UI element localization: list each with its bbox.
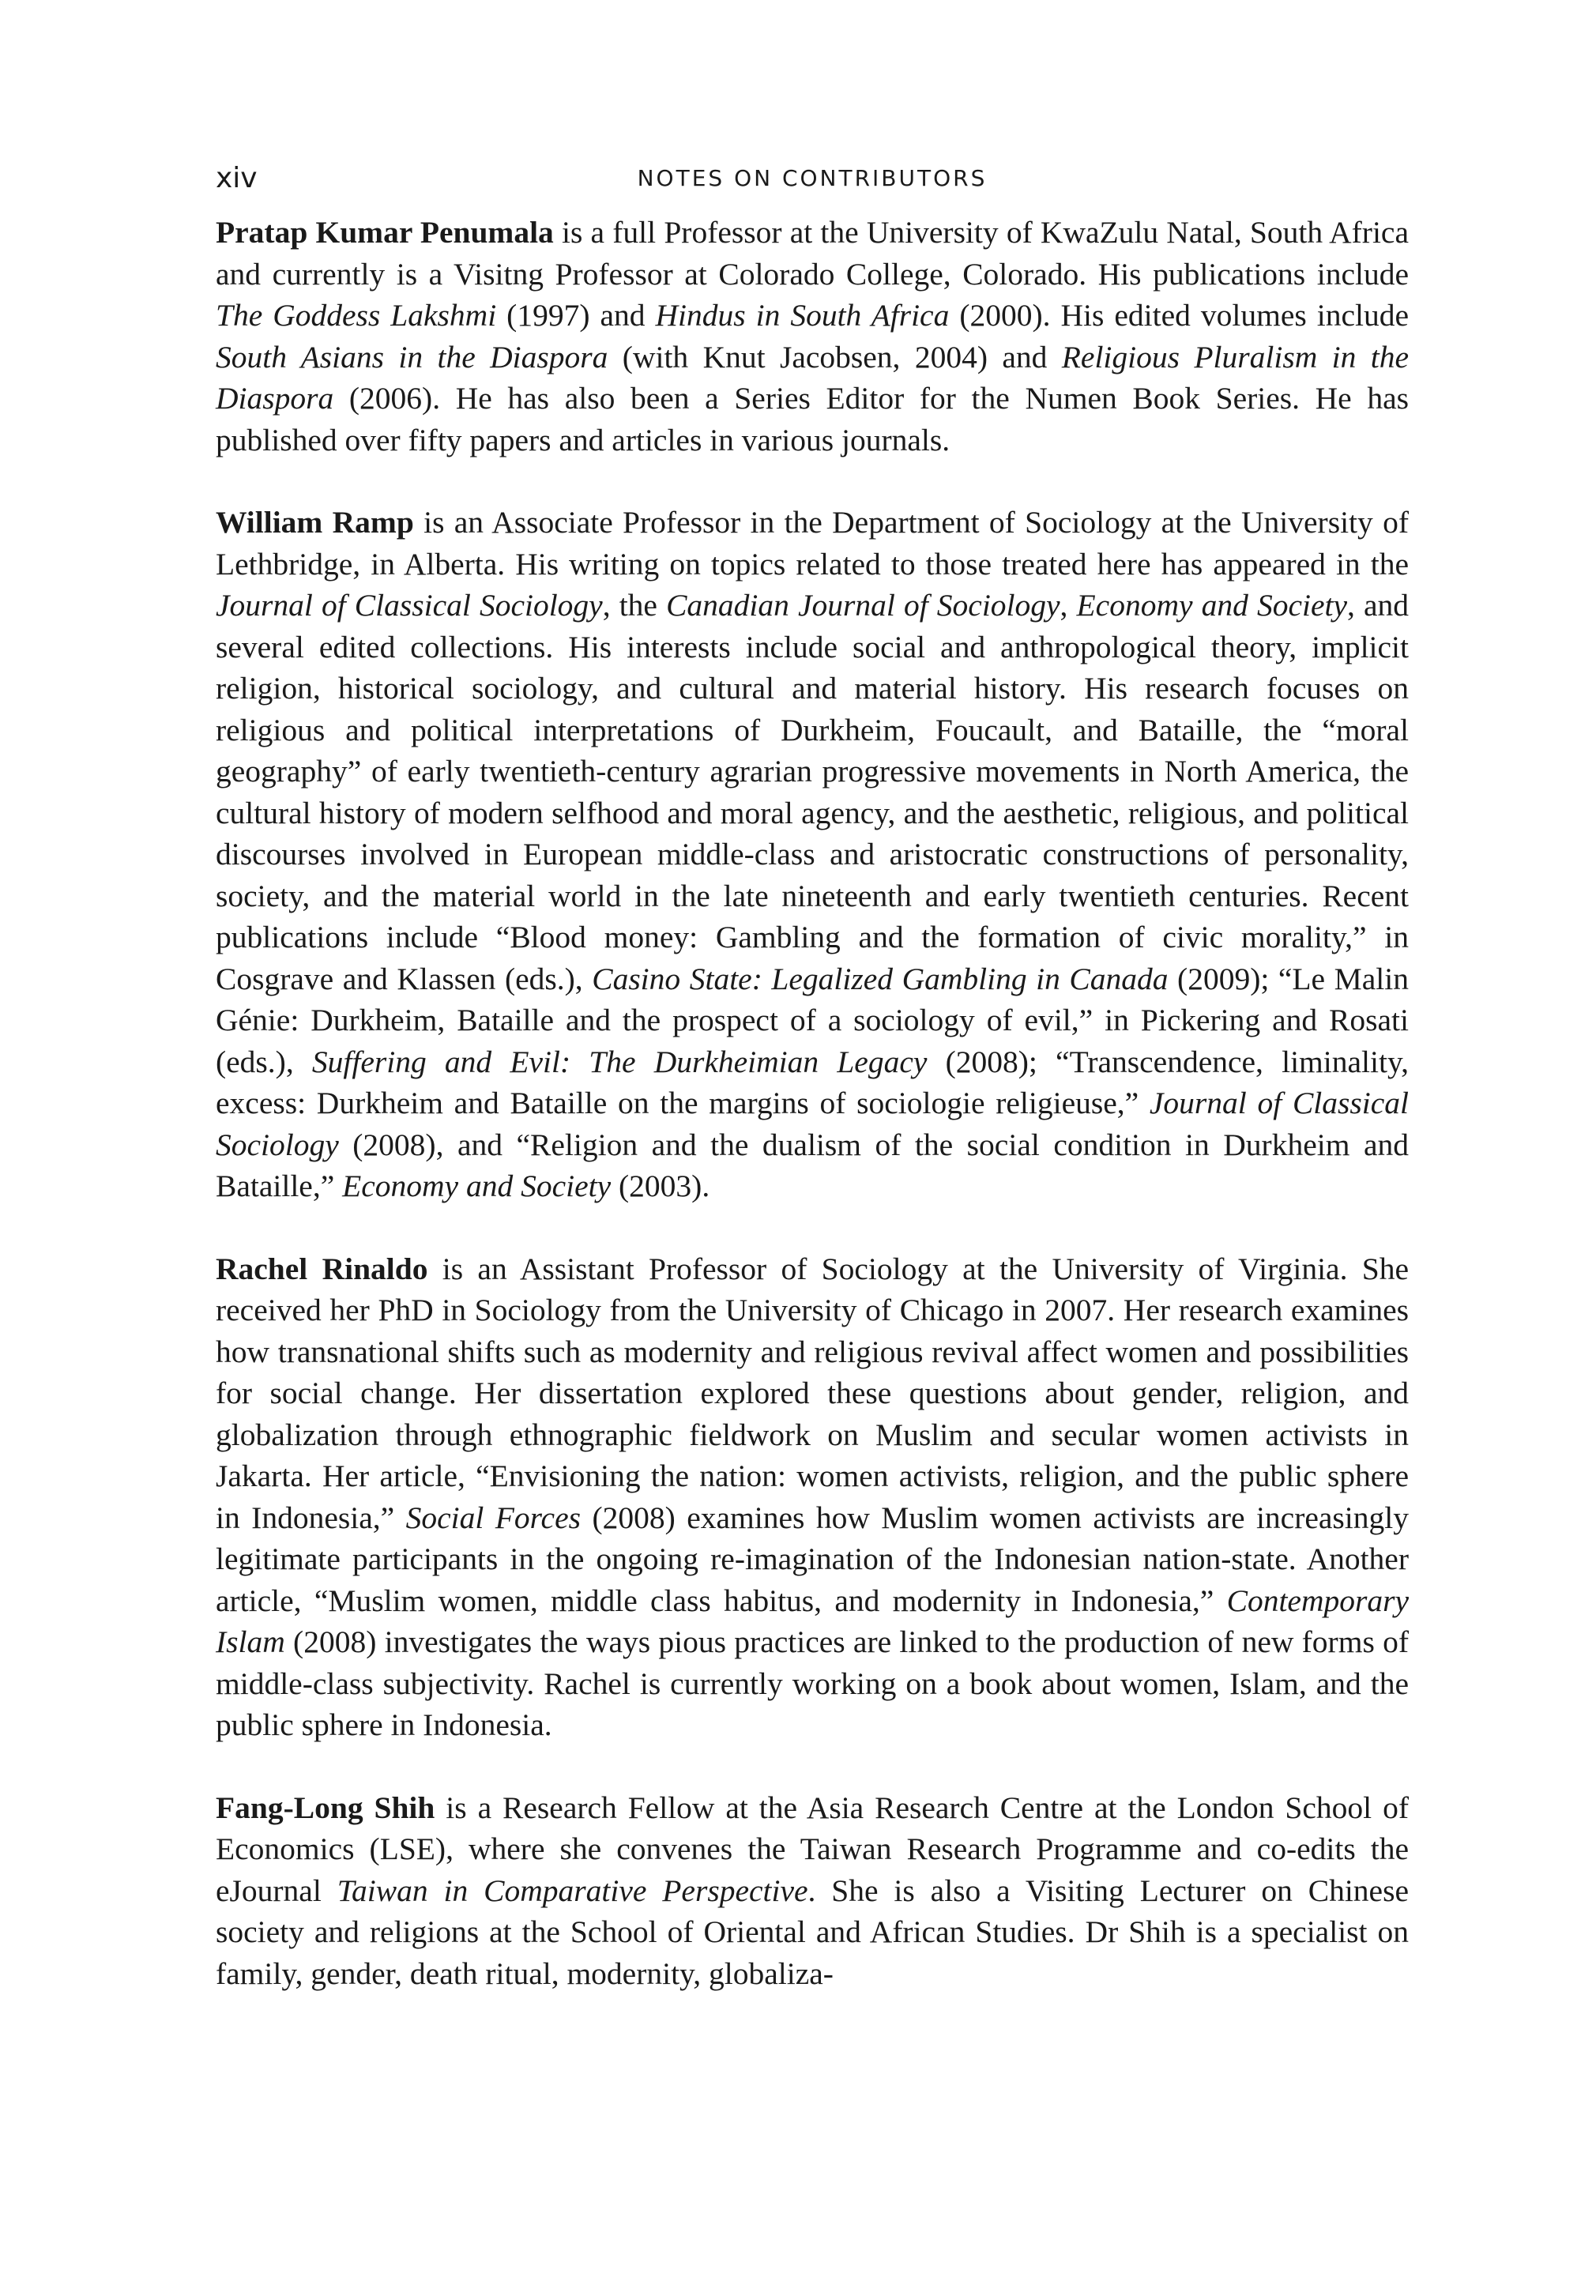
contributor-entry (216, 1787, 1409, 1995)
italic-title: Casino State: Legalized Gambling in Canada (592, 961, 1169, 996)
italic-title: Suffering and Evil: The Durkheimian Legacy (311, 1044, 928, 1079)
contributor-entry (216, 502, 1409, 1207)
bio-text: (2000). His edited volumes include (949, 298, 1409, 333)
bio-text: (2008) investigates the ways pious practices are linked to the production of new forms of middle-class subjectivity. Rachel is currently working on a book about women, Islam, and the public sphere in Indonesia. (216, 1624, 1409, 1742)
bio-text: (2008); “Transcendence, liminality, excess: Durkheim and Bataille on the margins of sociologie religieuse,” (216, 1044, 1410, 1120)
italic-title: Contemporary Islam (216, 1583, 1409, 1659)
italic-title: Economy and Society (342, 1169, 612, 1203)
bio-text: (2003). (611, 1169, 710, 1203)
running-head (216, 158, 1409, 199)
italic-title: The Goddess Lakshmi (216, 298, 497, 333)
contributor-bio (216, 505, 1409, 1203)
contributor-bio (216, 215, 1409, 457)
document-page (216, 158, 1409, 2035)
bio-text: is a full Professor at the University of KwaZulu Natal, South Africa and currently is a Visitng Professor at Colorado College, Colorado. His publications include (216, 215, 1409, 292)
contributor-bio (216, 1252, 1409, 1743)
bio-text: , (1060, 588, 1077, 623)
bio-text: (2008) examines how Muslim women activists are increasingly legitimate participants in the ongoing re-imagination of the Indonesian nation-state. Another article, “Muslim women, middle class habitus, and modernity in Indonesia,” (216, 1500, 1409, 1618)
bio-text: , the (602, 588, 667, 623)
bio-text: is a Research Fellow at the Asia Research Centre at the London School of Economics (LSE), where she convenes the Taiwan Research Programme and co-edits the eJournal (216, 1790, 1409, 1908)
bio-text: (1997) and (496, 298, 656, 333)
italic-title: Social Forces (405, 1500, 581, 1535)
bio-text: is an Associate Professor in the Department of Sociology at the University of Lethbridge, in Alberta. His writing on topics related to those treated here has appeared in the (216, 505, 1409, 582)
bio-text: (2009); “Le Malin Génie: Durkheim, Bataille and the prospect of a sociology of evil,” in Pickering and Rosati (eds.), (216, 961, 1409, 1079)
bio-text: (2008), and “Religion and the dualism of the social condition in Durkheim and Bataille,” (216, 1127, 1409, 1203)
italic-title: Taiwan in Comparative Perspective (337, 1873, 808, 1908)
italic-title: Journal of Classical Sociology (216, 588, 603, 623)
italic-title: Canadian Journal of Sociology (666, 588, 1060, 623)
section-title: NOTES ON CONTRIBUTORS (637, 165, 988, 191)
contributor-name: Pratap Kumar Penumala (216, 215, 554, 250)
bio-text: is an Assistant Professor of Sociology at the University of Virginia. She received her PhD in Sociology from the University of Chicago in 2007. Her research examines how transnational shifts such as modernity and religious revival affect women and possibilities for social change. Her dissertation explored these questions about gender, religion, and globalization through ethnographic fieldwork on Muslim and secular women activists in Jakarta. Her article, “Envisioning the nation: women activists, religion, and the public sphere in Indonesia,” (216, 1251, 1409, 1535)
italic-title: Hindus in South Africa (655, 298, 950, 333)
italic-title: Religious Pluralism in the Diaspora (216, 339, 1409, 416)
italic-title: Journal of Classical Sociology (216, 1086, 1409, 1162)
bio-text: (2006). He has also been a Series Editor for the Numen Book Series. He has published over fifty papers and articles in various journals. (216, 381, 1409, 457)
bio-text: (with Knut Jacobsen, 2004) and (608, 339, 1062, 375)
contributor-name: Fang-Long Shih (216, 1790, 435, 1825)
contributor-entry (216, 212, 1409, 461)
contributor-name: Rachel Rinaldo (216, 1251, 428, 1286)
italic-title: South Asians in the Diaspora (216, 339, 608, 375)
bio-text: . She is also a Visiting Lecturer on Chinese society and religions at the School of Oriental and African Studies. Dr Shih is a specialist on family, gender, death ritual, modernity, globaliza- (216, 1873, 1409, 1991)
contributor-name: William Ramp (216, 505, 414, 540)
bio-text: , and several edited collections. His interests include social and anthropological theory, implicit religion, historical sociology, and cultural and material history. His research focuses on religious and political interpretations of Durkheim, Foucault, and Bataille, the “moral geography” of early twentieth-century agrarian progressive movements in North America, the cultural history of modern selfhood and moral agency, and the aesthetic, religious, and political discourses involved in European middle-class and aristocratic constructions of personality, society, and the material world in the late nineteenth and early twentieth centuries. Recent publications include “Blood money: Gambling and the formation of civic morality,” in Cosgrave and Klassen (eds.), (216, 588, 1410, 996)
contributor-entry (216, 1248, 1409, 1746)
page-number: xiv (216, 162, 258, 194)
italic-title: Economy and Society (1076, 588, 1347, 623)
